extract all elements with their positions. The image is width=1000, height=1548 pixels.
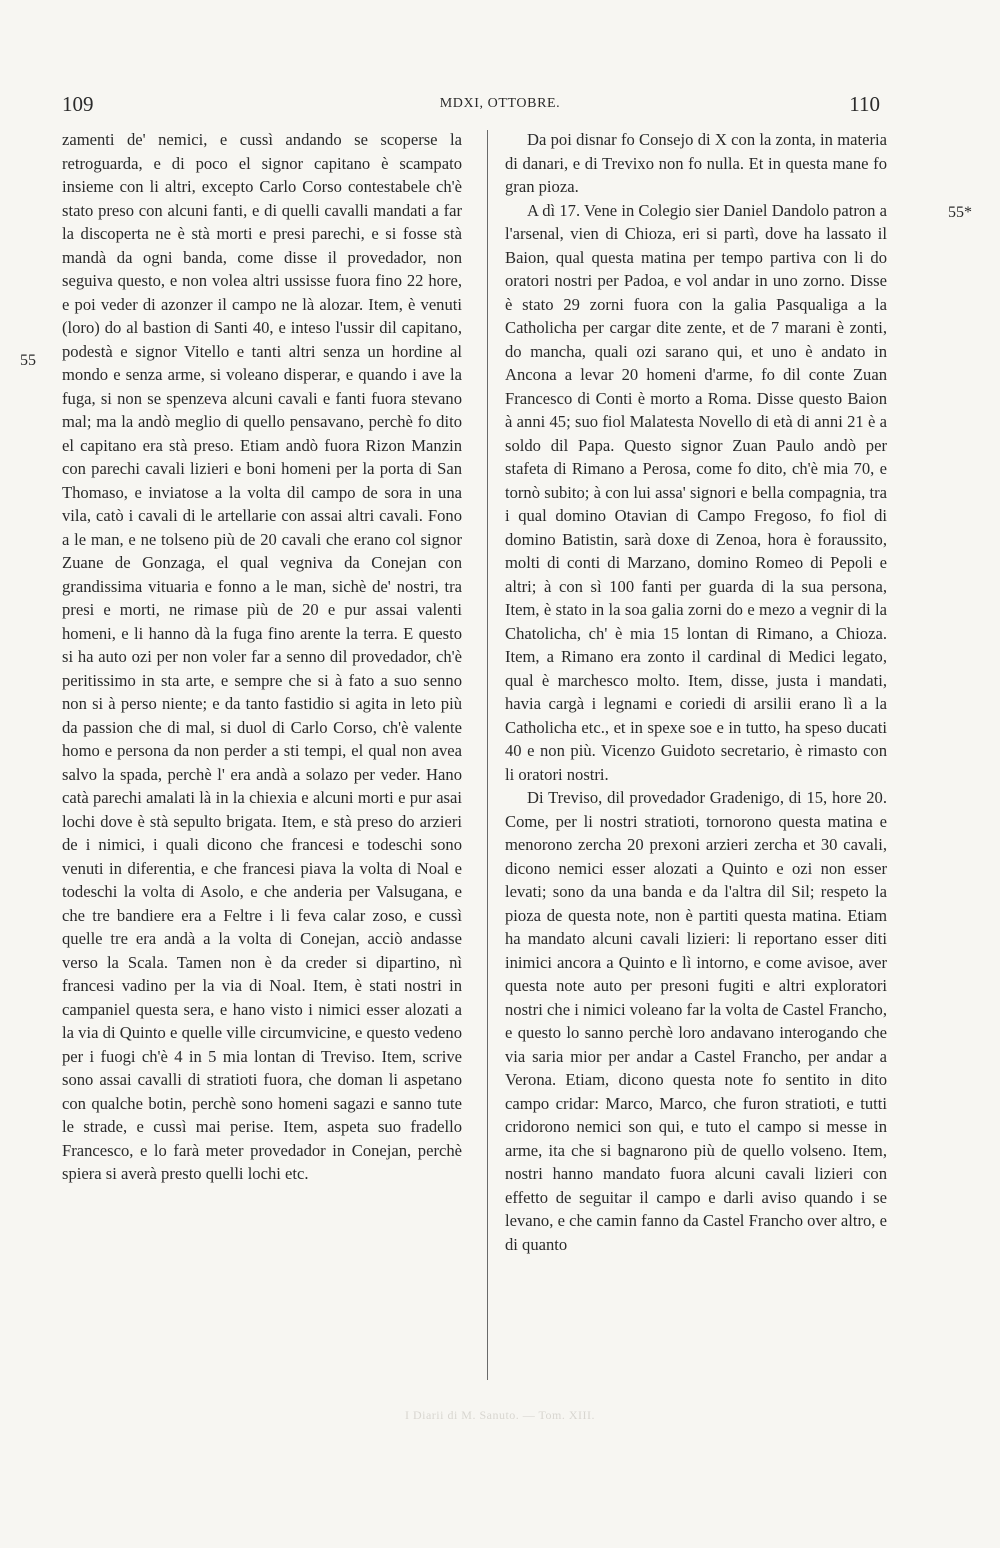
- faint-footer-bleed: I Diarii di M. Sanuto. — Tom. XIII.: [404, 1408, 596, 1422]
- right-margin-line-number: 55*: [948, 204, 972, 221]
- right-paragraph-3: Di Treviso, dil provedador Gradenigo, di 15, hore 20. Come, per li nostri stratioti, tornorono questa matina e menorono zercha 20 prexoni arzieri zercha et 30 cavali, dicono nemici esser alozati a Quinto e ozi non esser levati; sono da una banda e da l'altra dil Sil; respeto la pioza de questa note, non è partiti questa matina. Etiam ha mandato alcuni cavali lizieri: li reportano esser diti inimici ancora a Quinto e lì intorno, e come avisoe, aver questa note auto per presoni fugiti e altri exploratori nostri che i nimici voleano far la volta de Castel Francho, e questo lo sanno perchè loro andavano interogando che via saria mior per andar a Castel Francho, per andar a Verona. Etiam, dicono questa note fo sentito in dito campo cridar: Marco, Marco, che furon stratioti, e tutti cridorono nemici son qui, e tuto el campo si messe in arme, ita che si bagnarono più de quello volseno. Item, nostri hanno mandato fuora alcuni cavali lizieri con effetto de seguitar il campo e darli aviso quando i se levano, e che camin fanno da Castel Francho over altro, e di quanto: [505, 788, 887, 1254]
- left-page-number: 109: [62, 92, 94, 116]
- running-head: [0, 92, 1000, 122]
- right-paragraph-1: Da poi disnar fo Consejo di X con la zonta, in materia di danari, e di Trevixo non fo nulla. Et in questa mane fo gran pioza.: [505, 130, 887, 196]
- left-column: [62, 128, 462, 1186]
- right-page-number: 110: [849, 92, 880, 116]
- left-column-text: zamenti de' nemici, e cussì andando se scoperse la retroguarda, e di poco el signor capitano è scampato insieme con li altri, excepto Carlo Corso contestabele ch'è stato preso con alcuni fanti, e di quelli cavalli mandati a far la discoperta ne è stà morti e presi parechi, e si fosse stà mandà da ogni banda, come disse il provedador, non seguiva questo, e non volea altri ussisse fuora fino 22 hore, e poi veder di azonzer il campo ne là alozar. Item, è venuti (loro) do al bastion di Santi 40, e inteso l'ussir dil capitano, podestà e signor Vitello e tanti altri senza un hordine al mondo e senza arme, si voleano disperar, e quando i ave la fuga, si non se spenzeva alcuni cavali e fanti fuora stevano mal; ma la andò meglio di quello pensavano, perchè fo dito el capitano era stà preso. Etiam andò fuora Rizon Manzin con parechi cavali lizieri e boni homeni per la porta di San Thomaso, e inviatose a la volta dil campo de sora in una vila, catò i cavali di le artellarie con assai altri cavali. Fono a le man, e ne tolseno più de 20 cavali che erano col signor Zuane de Gonzaga, el qual vegniva da Conejan con grandissima vituaria e fonno a le man, sichè de' nostri, tra presi e morti, ne rimase più de 20 e pur assai valenti homeni, e li hanno dà la fuga fino arente la terra. E questo si ha auto ozi per non voler far a senno dil provedador, ch'è peritissimo in sta arte, e sempre che si à fato a suo senno non si à perso niente; e da tanto fastidio si agita in leto più da passion che di mal, si duol di Carlo Corso, ch'è valente homo e persona da non perder a sti tempi, el qual non avea salvo la spada, perchè l' era andà a solazo per veder. Hano catà parechi amalati là in la chiexia e alcuni morti e pur asai lochi dove è stà sepulto brigata. Item, e stà preso do arzieri de i nimici, i quali dicono che francesi e todeschi sono venuti in diferentia, e che francesi piava la volta di Noal e todeschi la volta di Asolo, e che anderia per Valsugana, e che tre bandiere era a Feltre i li feva calar zoso, e cussì quelle tre era andà a la volta di Conejan, acciò andasse verso la Scala. Tamen non è da creder si dipartino, nì francesi vadino per la via di Noal. Item, è stati nostri in campaniel questa sera, e hano visto i nimici esser alozati a la via di Quinto e quelle ville circumvicine, e questo vedeno per i fuogi ch'è 4 in 5 mia lontan di Treviso. Item, scrive sono assai cavalli di stratioti fuora, che doman li aspetano con qualche botin, perchè sono homeni sagazi e sanno tute le strade, e cussì mai perise. Item, aspeta suo fradello Francesco, e lo farà meter provedador in Conejan, perchè spiera si averà presto quelli lochi etc.: [62, 130, 462, 1183]
- right-column: [505, 128, 887, 1256]
- left-margin-line-number: 55: [20, 352, 36, 369]
- running-title: MDXI, OTTOBRE.: [439, 96, 561, 111]
- right-paragraph-2: A dì 17. Vene in Colegio sier Daniel Dandolo patron a l'arsenal, vien di Chioza, eri si partì, dove ha lassato il Baion, qual questa matina per tempo partiva con li do oratori nostri per Padoa, e vol andar in uno zorno. Disse è stato 29 zorni fuora con la galia Pasqualiga a la Catholicha per cargar dite zente, et de 7 marani è zonti, do mancha, quali ozi sarano qui, et uno è andato in Ancona a levar 20 homeni d'arme, fo dil conte Zuan Francesco di Conti è morto a Roma. Disse questo Baion à anni 45; suo fiol Malatesta Novello di età di anni 21 è a soldo dil Papa. Questo signor Zuan Paulo andò per stafeta di Rimano a Perosa, come fo dito, ch'è mia 70, e tornò subito; à con lui assa' signori e bella compagnia, tra i qual domino Otavian di Campo Fregoso, fo fiol di domino Batistin, sarà doxe di Zenoa, hora è foraussito, molti di conti di Marzano, domino Romeo di Pepoli e altri; à con sì 100 fanti per guarda di la sua persona, Item, è stato in la soa galia zorni do e mezo a vegnir di la Chatolicha, ch' è mia 15 lontan di Rimano, a Chioza. Item, a Rimano era zonto il cardinal di Medici legato, qual è marchesco molto. Item, disse, justa i mandati, havia cargà i legnami e coriedi di arsilii erano lì a la Catholicha etc., et in spexe soe e in tutto, ha speso ducati 40 e non più. Vicenzo Guidoto secretario, è rimasto con li oratori nostri.: [505, 200, 887, 784]
- column-divider: [487, 130, 488, 1380]
